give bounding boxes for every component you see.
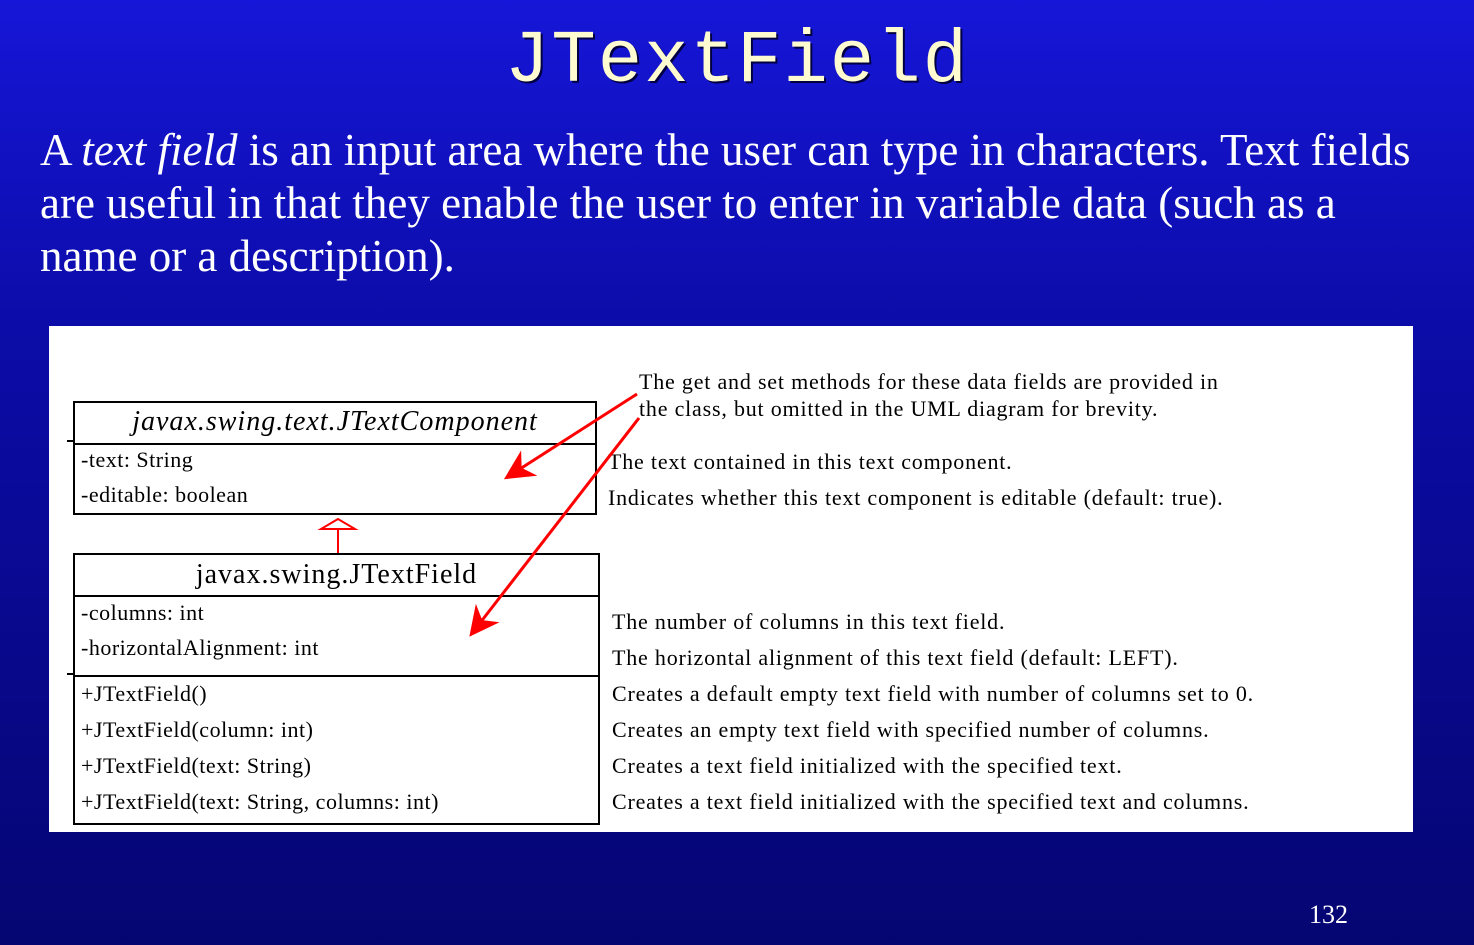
superclass-field-description: Indicates whether this text component is editable (default: true). <box>608 485 1224 510</box>
note-arrow-superclass <box>509 394 637 476</box>
intro-suffix: is an input area where the user can type in characters. Text fields are useful in that they enable the user to enter in variable data (such as a name or a description). <box>40 125 1411 281</box>
class-method-description: Creates a text field initialized with the specified text and columns. <box>612 789 1250 814</box>
intro-paragraph <box>40 124 1440 283</box>
class-method: +JTextField(text: String, columns: int) <box>81 789 439 814</box>
intro-term: text field <box>81 125 238 175</box>
superclass-field: -editable: boolean <box>81 482 249 507</box>
diagram-connectors <box>49 326 1413 832</box>
inheritance-triangle <box>321 519 355 529</box>
class-method: +JTextField(column: int) <box>81 717 314 742</box>
class-field-description: The horizontal alignment of this text field (default: LEFT). <box>612 645 1179 670</box>
intro-prefix: A <box>40 125 82 175</box>
class-method-description: Creates a text field initialized with the specified text. <box>612 753 1123 778</box>
superclass-name: javax.swing.text.JTextComponent <box>132 406 538 437</box>
class-field-description: The number of columns in this text field. <box>612 609 1006 634</box>
class-field: -columns: int <box>81 600 205 625</box>
note-line: the class, but omitted in the UML diagram for brevity. <box>639 396 1159 421</box>
class-field: -horizontalAlignment: int <box>81 635 319 660</box>
class-method-description: Creates a default empty text field with number of columns set to 0. <box>612 681 1254 706</box>
class-method: +JTextField() <box>81 681 208 706</box>
slide-title: JTextField <box>504 20 970 104</box>
class-method: +JTextField(text: String) <box>81 753 312 778</box>
superclass-field: -text: String <box>81 447 194 472</box>
note-arrow-class <box>473 418 639 632</box>
superclass-field-description: The text contained in this text component. <box>608 449 1013 474</box>
uml-diagram-panel <box>49 326 1413 832</box>
page-number: 132 <box>1309 900 1348 929</box>
class-name: javax.swing.JTextField <box>195 559 478 590</box>
note-line: The get and set methods for these data fields are provided in <box>639 369 1219 394</box>
class-method-description: Creates an empty text field with specified number of columns. <box>612 717 1210 742</box>
